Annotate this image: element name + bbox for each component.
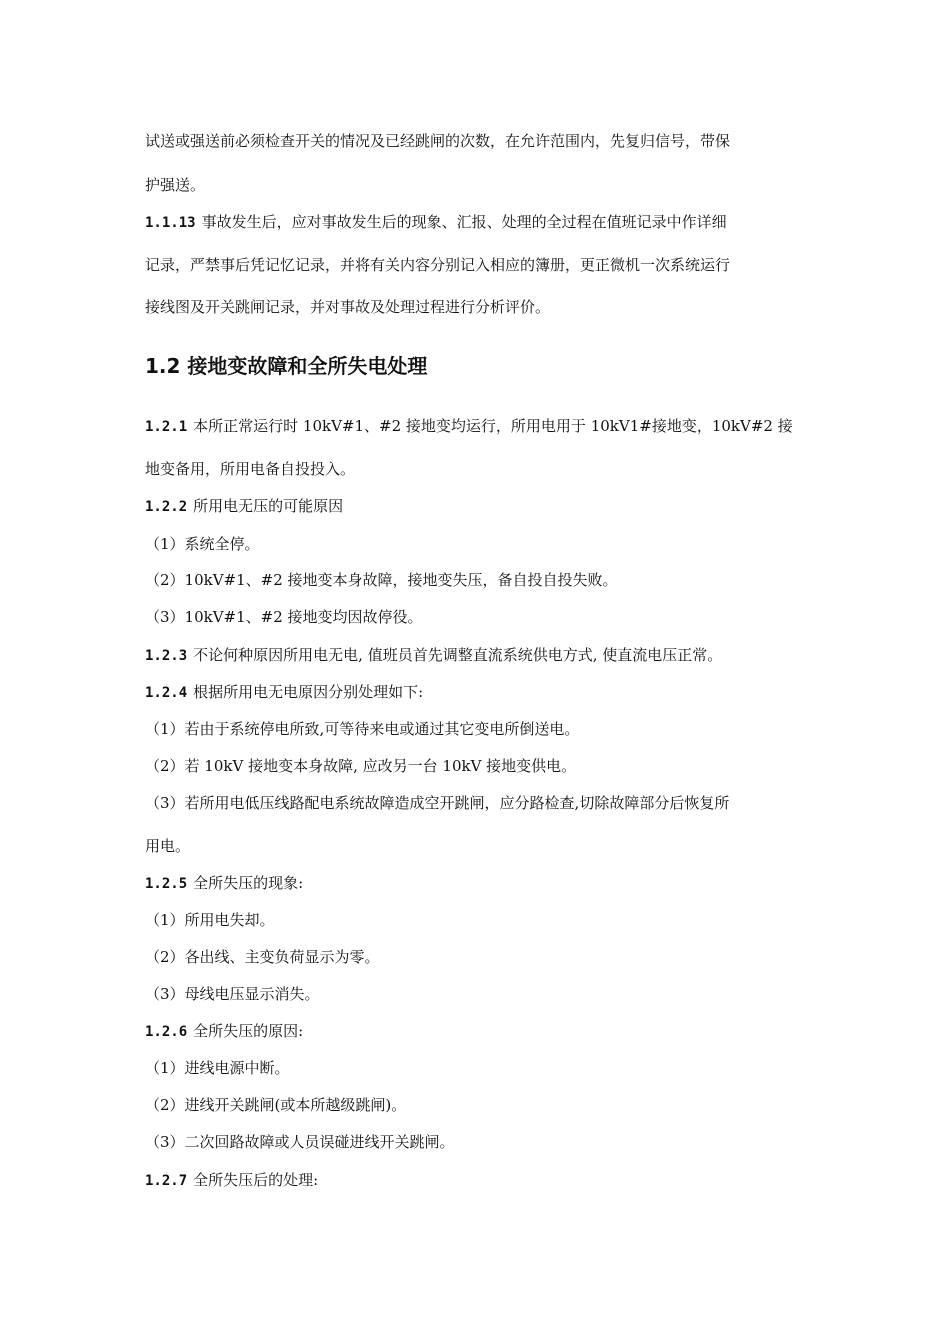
- clause-number: 1.2.3: [145, 648, 188, 664]
- clause-line: [145, 1170, 835, 1191]
- clause-line: 地变备用，所用电备自投投入。: [145, 460, 356, 478]
- paragraph-line: [145, 212, 835, 233]
- section-heading: 1.2 接地变故障和全所失电处理: [145, 354, 428, 378]
- list-item: 用电。: [145, 837, 191, 855]
- list-item: （3）二次回路故障或人员误碰进线开关跳闸。: [145, 1133, 455, 1151]
- clause-text: 本所正常运行时 10kV#1、#2 接地变均运行，所用电用于 10kV1#接地变，10kV#2 接: [193, 417, 793, 435]
- clause-number: 1.2.2: [145, 499, 188, 515]
- list-item: （3）10kV#1、#2 接地变均因故停役。: [145, 608, 423, 626]
- list-item: （1）所用电失却。: [145, 911, 275, 929]
- clause-line: [145, 1021, 835, 1042]
- clause-text: 所用电无压的可能原因: [193, 497, 344, 515]
- clause-line: [145, 873, 835, 894]
- list-item: （2）各出线、主变负荷显示为零。: [145, 948, 380, 966]
- clause-number: 1.2.7: [145, 1173, 188, 1189]
- clause-text: 事故发生后，应对事故发生后的现象、汇报、处理的全过程在值班记录中作详细: [201, 213, 727, 231]
- clause-line: [145, 645, 835, 666]
- list-item: （1）若由于系统停电所致,可等待来电或通过其它变电所倒送电。: [145, 720, 580, 738]
- clause-number: 1.2.5: [145, 876, 188, 892]
- list-item: （1）进线电源中断。: [145, 1059, 290, 1077]
- clause-text: 全所失压的现象:: [193, 874, 304, 892]
- clause-number: 1.2.4: [145, 685, 188, 701]
- clause-text: 全所失压的原因:: [193, 1022, 304, 1040]
- clause-number: 1.2.6: [145, 1024, 188, 1040]
- list-item: （2）若 10kV 接地变本身故障, 应改另一台 10kV 接地变供电。: [145, 757, 577, 775]
- list-item: （3）母线电压显示消失。: [145, 985, 320, 1003]
- list-item: （3）若所用电低压线路配电系统故障造成空开跳闸，应分路检查,切除故障部分后恢复所: [145, 794, 730, 812]
- clause-number: 1.2.1: [145, 419, 188, 435]
- clause-line: [145, 496, 835, 517]
- paragraph-line: 接线图及开关跳闸记录，并对事故及处理过程进行分析评价。: [145, 298, 551, 316]
- clause-text: 不论何种原因所用电无电, 值班员首先调整直流系统供电方式, 使直流电压正常。: [193, 646, 723, 664]
- paragraph-line: 试送或强送前必须检查开关的情况及已经跳闸的次数，在允许范围内，先复归信号，带保: [145, 132, 731, 150]
- list-item: （2）进线开关跳闸(或本所越级跳闸)。: [145, 1096, 407, 1114]
- paragraph-line: 记录，严禁事后凭记忆记录，并将有关内容分别记入相应的簿册，更正微机一次系统运行: [145, 256, 731, 274]
- list-item: （2）10kV#1、#2 接地变本身故障，接地变失压，备自投自投失败。: [145, 571, 618, 589]
- list-item: （1）系统全停。: [145, 535, 260, 553]
- clause-number: 1.1.13: [145, 215, 196, 231]
- clause-line: [145, 416, 835, 437]
- clause-text: 全所失压后的处理:: [193, 1171, 319, 1189]
- clause-text: 根据所用电无电原因分别处理如下:: [193, 683, 424, 701]
- paragraph-line: 护强送。: [145, 176, 206, 194]
- clause-line: [145, 682, 835, 703]
